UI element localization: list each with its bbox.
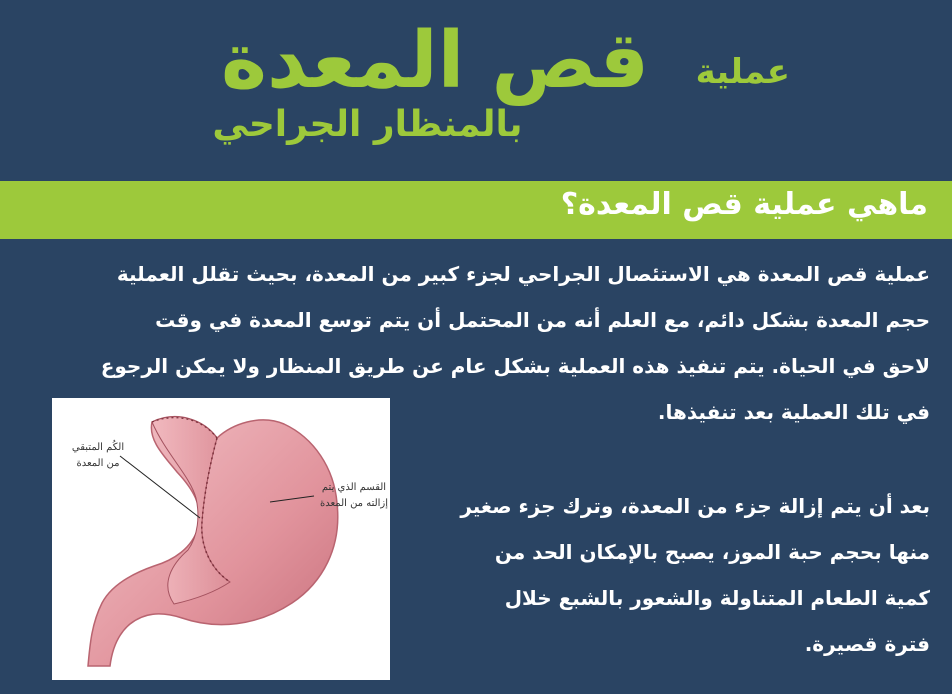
title-subtitle: بالمنظار الجراحي — [212, 104, 523, 145]
paragraph1-line4: في تلك العملية بعد تنفيذها. — [657, 400, 930, 424]
stomach-illustration — [52, 398, 390, 680]
section-heading: ماهي عملية قص المعدة؟ — [560, 187, 928, 222]
paragraph1-line3: لاحق في الحياة. يتم تنفيذ هذه العملية بشكل عام عن طريق المنظار ولا يمكن الرجوع — [100, 354, 930, 378]
label-remaining-line2: من المعدة — [76, 458, 120, 469]
label-removed-part — [314, 480, 394, 512]
header — [0, 0, 952, 180]
paragraph2-line1: بعد أن يتم إزالة جزء من المعدة، وترك جزء صغير — [460, 494, 930, 518]
section-heading-band — [0, 181, 952, 239]
paragraph2-line2: منها بحجم حبة الموز، يصبح بالإمكان الحد من — [494, 540, 930, 564]
paragraph2-line3: كمية الطعام المتناولة والشعور بالشبع خلال — [504, 586, 930, 610]
label-removed-line1: القسم الذي يتم — [321, 482, 387, 493]
label-remaining-line1: الكُم المتبقي — [71, 442, 125, 453]
label-remaining-sleeve — [58, 440, 138, 472]
paragraph2-line4: فترة قصيرة. — [804, 632, 930, 656]
paragraph1-line2: حجم المعدة بشكل دائم، مع العلم أنه من المحتمل أن يتم توسع المعدة في وقت — [155, 308, 930, 332]
paragraph1-line1: عملية قص المعدة هي الاستئصال الجراحي لجزء كبير من المعدة، بحيث تقلل العملية — [116, 262, 930, 286]
title-small: عملية — [695, 52, 790, 92]
title-main: قص المعدة — [220, 16, 650, 106]
label-removed-line2: إزالته من المعدة — [319, 498, 389, 509]
